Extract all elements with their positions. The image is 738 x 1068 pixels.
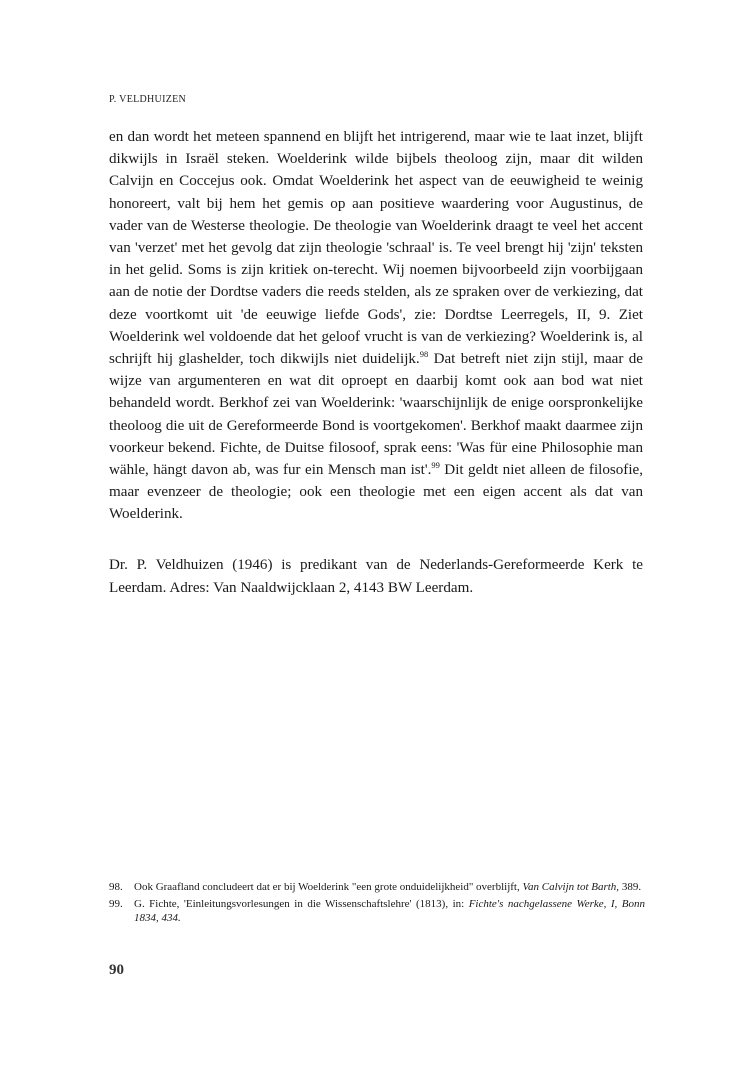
footnote-text: Ook Graafland concludeert dat er bij Woelderink "een grote onduidelijkheid" overblijft, bbox=[134, 881, 523, 893]
footnote-citation-title: Fichte's nachgelassene Werke, I, Bonn 1834, 434. bbox=[134, 897, 646, 925]
footnote-ref-98[interactable]: 98 bbox=[419, 349, 429, 360]
author-bio: Dr. P. Veldhuizen (1946) is predikant van de Nederlands-Gereformeerde Kerk te Leerdam. Adres: Van Naaldwijcklaan 2, 4143 BW Leerdam. bbox=[109, 557, 643, 596]
footnote-text-end: 389. bbox=[619, 881, 642, 893]
body-text-segment-2: Dat betreft niet zijn stijl, maar de wijze van argumenteren en wat dit oproept en daarbij komt ook aan bod wat niet behandeld wordt. Berkhof zei van Woelderink: 'waarschijnlijk de enige oorspronkelijke theoloog die uit de Gereformeerde Bond is voortgekomen'. Berkhof maakt daarmee zijn voorkeur bekend. Fichte, de Duitse filosoof, sprak eens: 'Was für eine Philosophie man wähle, hängt davon ab, was fur ein Mensch man ist'. bbox=[109, 351, 643, 479]
body-paragraph-text bbox=[109, 126, 643, 526]
page-number: 90 bbox=[109, 962, 124, 978]
footnote-citation-title: Van Calvijn tot Barth, bbox=[522, 881, 620, 893]
footnote-text: G. Fichte, 'Einleitungsvorlesungen in die Wissenschaftslehre' (1813), in: bbox=[134, 897, 469, 910]
body-text-segment-3: Dit geldt niet alleen de filosofie, maar evenzeer de theologie; ook een theologie met een eigen accent als dat van Woelderink. bbox=[109, 462, 643, 523]
footnote-number: 99. bbox=[109, 897, 123, 910]
footnote-ref-99[interactable]: 99 bbox=[431, 460, 440, 471]
footnote-99 bbox=[109, 897, 645, 926]
running-head: P. VELDHUIZEN bbox=[109, 94, 187, 105]
footnote-98 bbox=[109, 880, 645, 895]
footnote-number: 98. bbox=[109, 881, 123, 893]
footnotes bbox=[109, 880, 645, 928]
body-paragraph bbox=[109, 126, 643, 526]
body-text-segment-1: en dan wordt het meteen spannend en blijft het intrigerend, maar wie te laat inzet, blijft dikwijls in Israël steken. Woelderink wilde bijbels theoloog zijn, maar dit wilden Calvijn en Coccejus ook. Omdat Woelderink het aspect van de eeuwigheid te weinig honoreert, valt bij hem het gemis op aan positieve waardering voor Augustinus, de vader van de Westerse theologie. De theologie van Woelderink draagt te veel het accent van 'verzet' met het gevolg dat zijn theologie 'schraal' is. Te veel brengt hij 'zijn' teksten in het gelid. Soms is zijn kritiek on-terecht. Wij noemen bijvoorbeeld zijn voorbijgaan aan de notie der Dordtse vaders die reeds stelden, als ze spraken over de verkiezing, dat deze voortkomt uit 'de eeuwige liefde Gods', zie: Dordtse Leerregels, II, 9. Ziet Woelderink wel voldoende dat het geloof vrucht is van de verkiezing? Woelderink is, al schrijft hij glashelder, toch dikwijls niet duidelijk. bbox=[109, 129, 643, 368]
